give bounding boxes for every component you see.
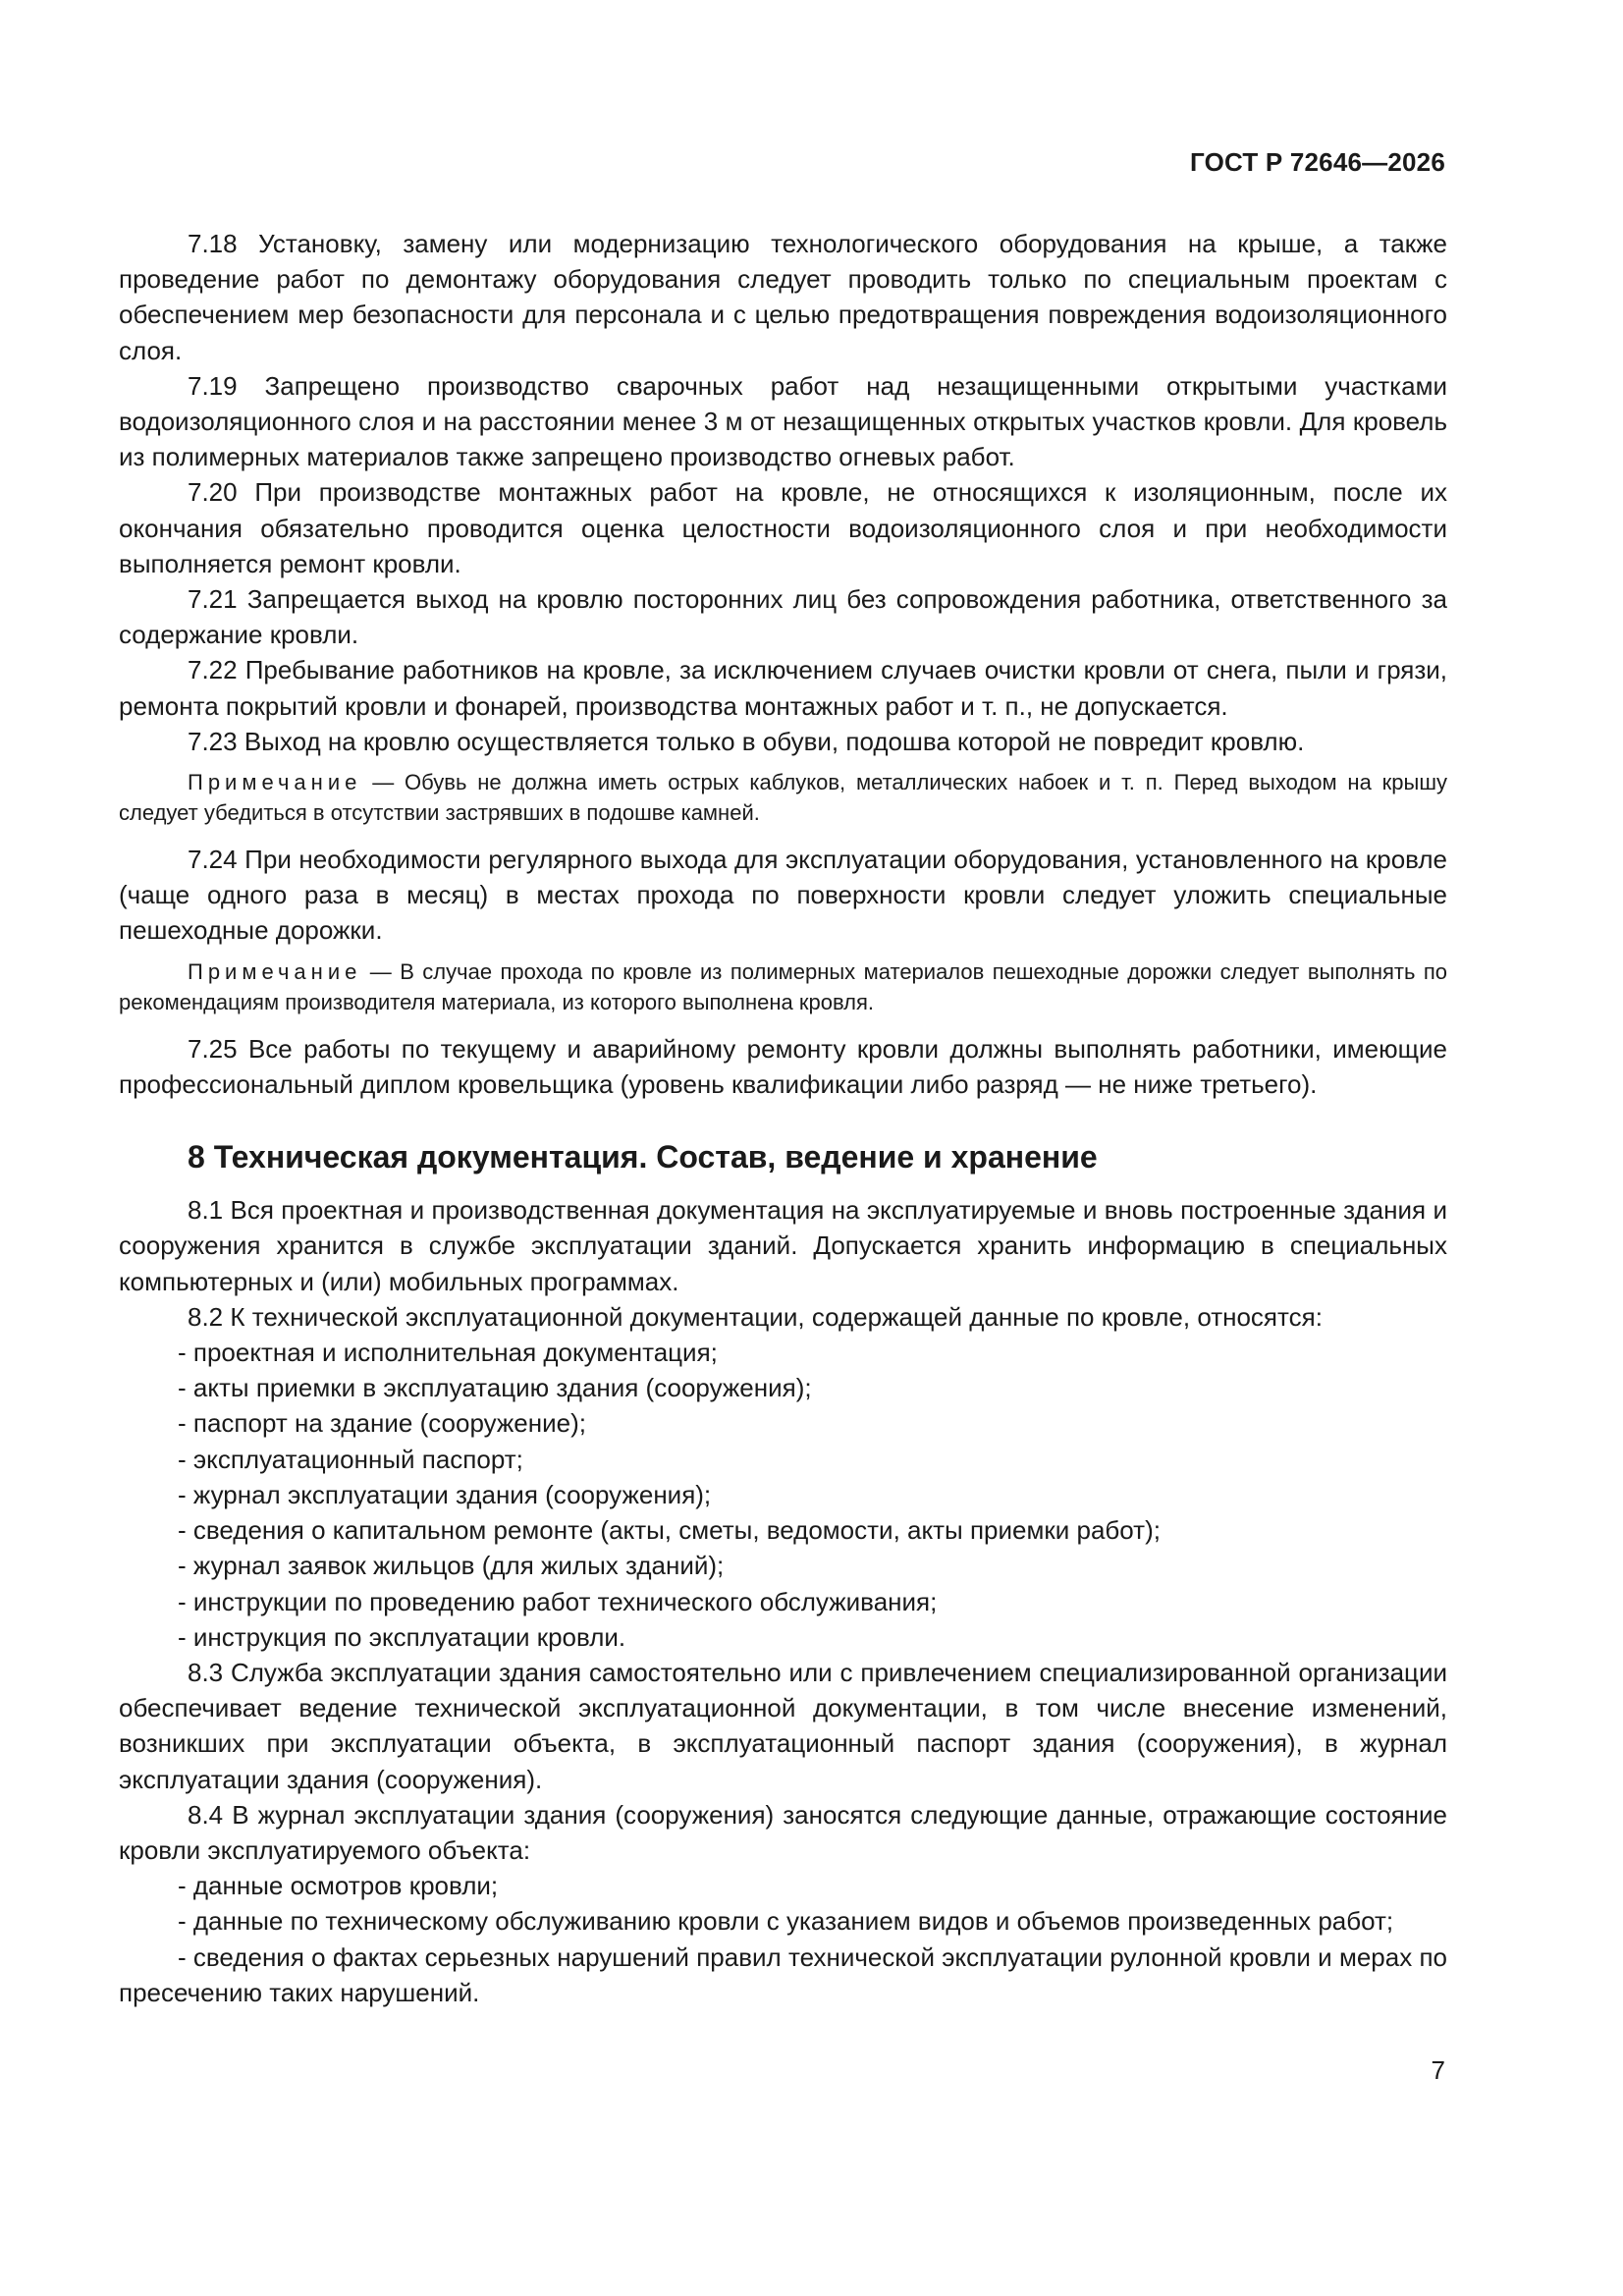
list-item: - проектная и исполнительная документация; xyxy=(178,1338,718,1368)
clause-7-20: 7.20 При производстве монтажных работ на кровле, не относящихся к изоляционным, после их окончания обязательно проводится оценка целостности водоизоляционного слоя и при необходимости выполняется ремонт кровли. xyxy=(119,477,1447,578)
section-8-heading: 8 Техническая документация. Состав, ведение и хранение xyxy=(188,1139,1098,1175)
list-item: - акты приемки в эксплуатацию здания (сооружения); xyxy=(178,1373,812,1403)
standard-id-header: ГОСТ Р 72646—2026 xyxy=(1190,147,1445,177)
list-item: - данные осмотров кровли; xyxy=(178,1871,499,1901)
clause-7-23: 7.23 Выход на кровлю осуществляется только в обуви, подошва которой не повредит кровлю. xyxy=(188,726,1305,756)
list-item: - сведения о фактах серьезных нарушений правил технической эксплуатации рулонной кровли и мерах по пресечению таких нарушений. xyxy=(119,1941,1447,2007)
note-7-23 xyxy=(119,767,1447,828)
clause-7-22: 7.22 Пребывание работников на кровле, за исключением случаев очистки кровли от снега, пыли и грязи, ремонта покрытий кровли и фонарей, производства монтажных работ и т. п., не допускается. xyxy=(119,655,1447,721)
list-item: - инструкция по эксплуатации кровли. xyxy=(178,1621,626,1652)
page-number: 7 xyxy=(1431,2055,1445,2085)
clause-7-18: 7.18 Установку, замену или модернизацию технологического оборудования на крыше, а также проведение работ по демонтажу оборудования следует проводить только по специальным проектам с обеспечением мер безопасности для персонала и с целью предотвращения повреждения водоизоляционного слоя. xyxy=(119,229,1447,365)
clause-7-21: 7.21 Запрещается выход на кровлю посторонних лиц без сопровождения работника, ответственного за содержание кровли. xyxy=(119,584,1447,650)
note-7-24 xyxy=(119,957,1447,1017)
clause-7-25: 7.25 Все работы по текущему и аварийному ремонту кровли должны выполнять работники, имеющие профессиональный диплом кровельщика (уровень квалификации либо разряд — не ниже третьего). xyxy=(119,1033,1447,1099)
list-item: - журнал заявок жильцов (для жилых зданий); xyxy=(178,1551,725,1581)
note-text: — Обувь не должна иметь острых каблуков, металлических набоек и т. п. Перед выходом на крышу следует убедиться в отсутствии застрявших в подошве камней. xyxy=(119,770,1447,826)
document-body xyxy=(119,226,1447,2010)
clause-8-2: 8.2 К технической эксплуатационной документации, содержащей данные по кровле, относятся: xyxy=(188,1301,1323,1332)
note-label: Примечание xyxy=(188,770,362,795)
list-item: - паспорт на здание (сооружение); xyxy=(178,1408,586,1439)
note-text: — В случае прохода по кровле из полимерных материалов пешеходные дорожки следует выполнять по рекомендациям производителя материала, из которого выполнена кровля. xyxy=(119,958,1447,1014)
clause-8-4: 8.4 В журнал эксплуатации здания (сооружения) заносятся следующие данные, отражающие состояние кровли эксплуатируемого объекта: xyxy=(119,1799,1447,1865)
list-item: - эксплуатационный паспорт; xyxy=(178,1444,523,1474)
clause-8-3: 8.3 Служба эксплуатации здания самостоятельно или с привлечением специализированной организации обеспечивает ведение технической эксплуатационной документации, в том числе внесение изменений, возникших при эксплуатации объекта, в эксплуатационный паспорт здания (сооружения), в журнал эксплуатации здания (сооружения). xyxy=(119,1657,1447,1794)
list-item: - сведения о капитальном ремонте (акты, сметы, ведомости, акты приемки работ); xyxy=(178,1515,1161,1546)
note-label: Примечание xyxy=(188,958,362,984)
clause-7-24: 7.24 При необходимости регулярного выхода для эксплуатации оборудования, установленного на кровле (чаще одного раза в месяц) в местах прохода по поверхности кровли следует уложить специальные пешеходные дорожки. xyxy=(119,845,1447,946)
list-item: - данные по техническому обслуживанию кровли с указанием видов и объемов произведенных работ; xyxy=(178,1906,1394,1937)
list-item: - журнал эксплуатации здания (сооружения); xyxy=(178,1479,712,1509)
clause-7-19: 7.19 Запрещено производство сварочных работ над незащищенными открытыми участками водоизоляционного слоя и на расстоянии менее 3 м от незащищенных открытых участков кровли. Для кровель из полимерных материалов также запрещено производство огневых работ. xyxy=(119,370,1447,472)
clause-8-1: 8.1 Вся проектная и производственная документация на эксплуатируемые и вновь построенные здания и сооружения хранится в службе эксплуатации зданий. Допускается хранить информацию в специальных компьютерных и (или) мобильных программах. xyxy=(119,1195,1447,1296)
list-item: - инструкции по проведению работ технического обслуживания; xyxy=(178,1586,938,1616)
